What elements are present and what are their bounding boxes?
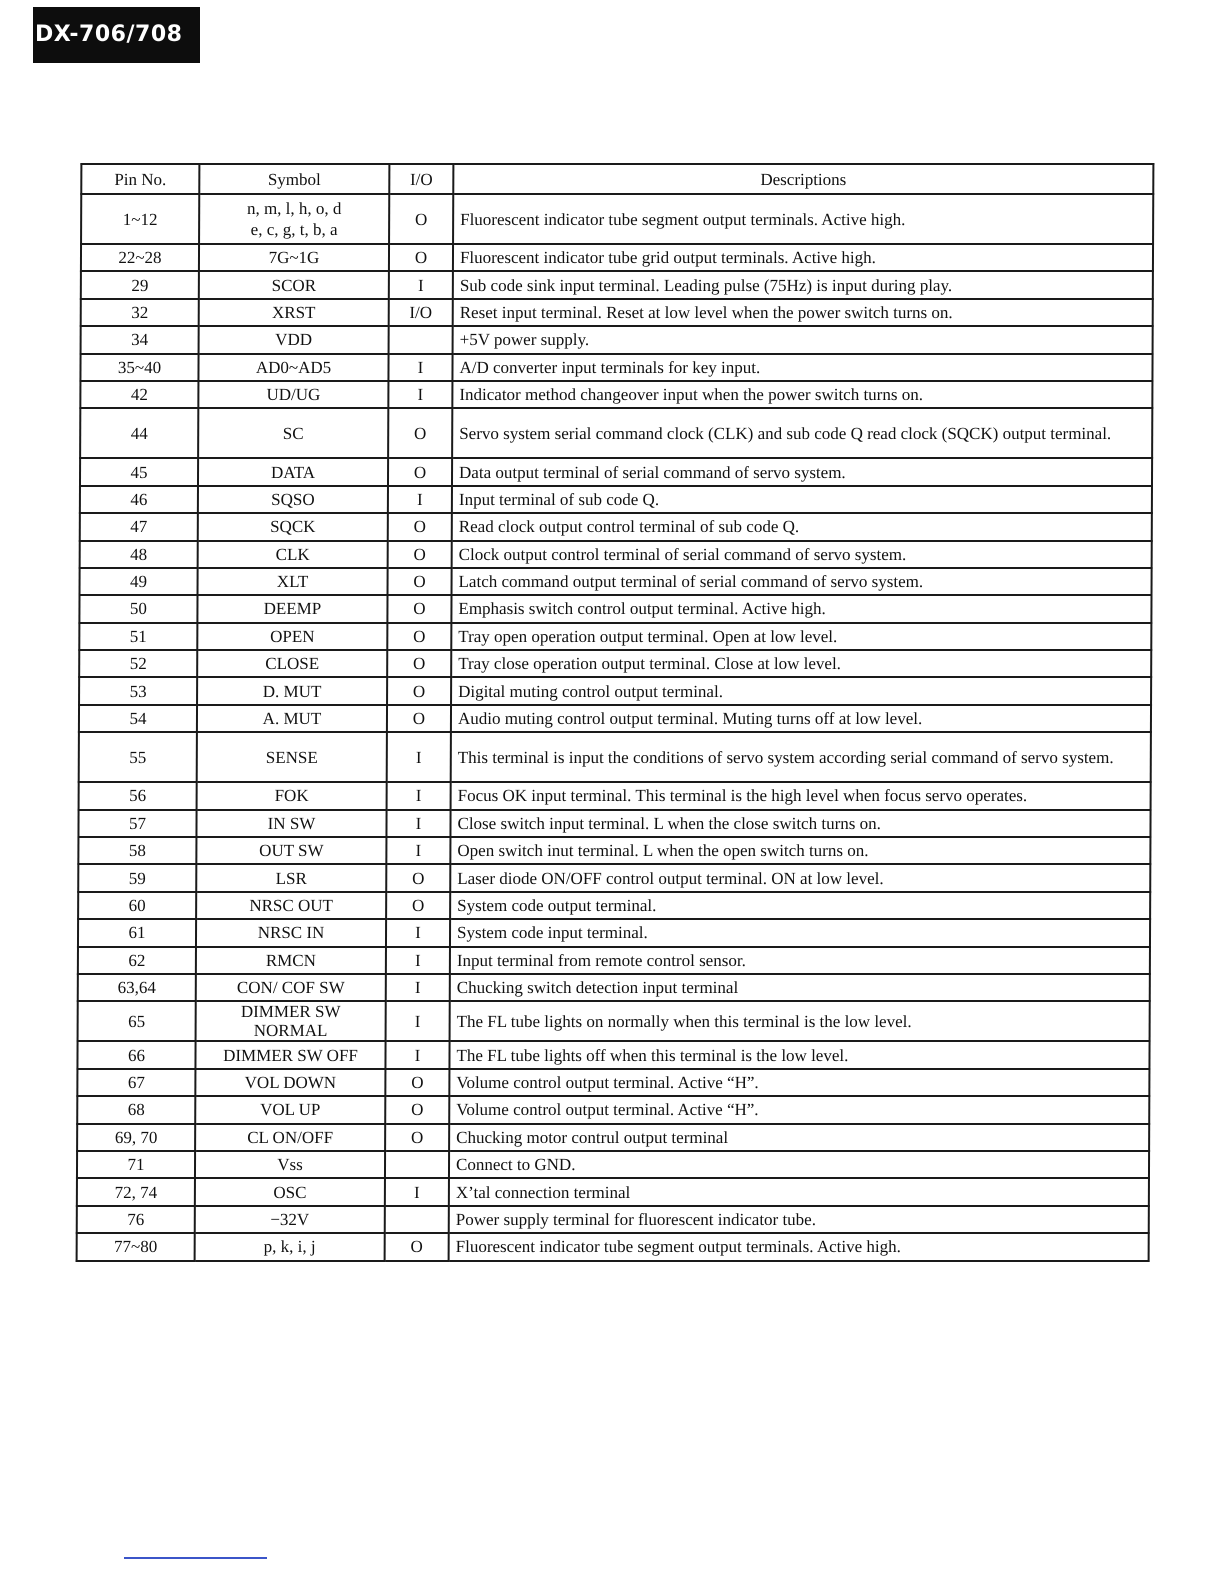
description-cell: Reset input terminal. Reset at low level when the power switch turns on. bbox=[453, 299, 1153, 326]
symbol-cell: SENSE bbox=[197, 732, 387, 782]
symbol-cell: OPEN bbox=[197, 623, 387, 650]
table-row bbox=[77, 1151, 1149, 1178]
table-row bbox=[78, 919, 1150, 946]
description-cell: Fluorescent indicator tube grid output terminals. Active high. bbox=[453, 244, 1153, 271]
symbol-line: n, m, l, h, o, d bbox=[246, 199, 342, 218]
description-cell: System code input terminal. bbox=[450, 919, 1150, 946]
pin-cell: 55 bbox=[79, 732, 197, 782]
description-cell: Close switch input terminal. L when the close switch turns on. bbox=[450, 810, 1150, 837]
table-row bbox=[79, 650, 1151, 677]
description-cell: The FL tube lights off when this terminal is the low level. bbox=[449, 1041, 1149, 1068]
io-cell: O bbox=[389, 194, 453, 244]
io-cell: O bbox=[388, 513, 452, 540]
table-row bbox=[81, 271, 1153, 298]
table-row bbox=[77, 1069, 1149, 1096]
io-cell: O bbox=[385, 1069, 449, 1096]
io-cell: I bbox=[389, 271, 453, 298]
pin-cell: 32 bbox=[81, 299, 199, 326]
io-cell: O bbox=[385, 1096, 449, 1123]
table-row bbox=[79, 732, 1151, 782]
symbol-cell: OSC bbox=[195, 1178, 385, 1205]
pin-cell: 51 bbox=[79, 623, 197, 650]
table-row bbox=[78, 947, 1150, 974]
table-row bbox=[80, 568, 1152, 595]
description-cell: Input terminal of sub code Q. bbox=[452, 486, 1152, 513]
pin-cell: 65 bbox=[78, 1001, 196, 1041]
pin-cell: 68 bbox=[77, 1096, 195, 1123]
symbol-cell: VOL UP bbox=[195, 1096, 385, 1123]
description-cell: Power supply terminal for fluorescent indicator tube. bbox=[449, 1206, 1149, 1233]
symbol-cell: FOK bbox=[197, 782, 387, 809]
symbol-cell: SC bbox=[198, 408, 388, 458]
table-row bbox=[81, 194, 1153, 244]
table-row bbox=[81, 244, 1153, 271]
pin-cell: 34 bbox=[81, 326, 199, 353]
symbol-cell: LSR bbox=[196, 864, 386, 891]
symbol-cell: DEEMP bbox=[197, 595, 387, 622]
model-title: DX-706/708 bbox=[33, 7, 200, 63]
symbol-cell: −32V bbox=[195, 1206, 385, 1233]
description-cell: Tray open operation output terminal. Open at low level. bbox=[451, 623, 1151, 650]
io-cell: O bbox=[387, 650, 451, 677]
symbol-cell: CLK bbox=[198, 541, 388, 568]
io-cell: I bbox=[386, 810, 450, 837]
io-cell: O bbox=[388, 568, 452, 595]
io-cell: I/O bbox=[389, 299, 453, 326]
symbol-cell: DIMMER SW NORMAL bbox=[196, 1001, 386, 1041]
pin-cell: 50 bbox=[79, 595, 197, 622]
table-row bbox=[80, 354, 1152, 381]
pin-cell: 54 bbox=[79, 705, 197, 732]
symbol-cell: CL ON/OFF bbox=[195, 1124, 385, 1151]
symbol-cell: RMCN bbox=[196, 947, 386, 974]
pin-cell: 56 bbox=[79, 782, 197, 809]
pin-cell: 62 bbox=[78, 947, 196, 974]
pin-cell: 72, 74 bbox=[77, 1178, 195, 1205]
table-row bbox=[79, 623, 1151, 650]
symbol-cell bbox=[199, 194, 389, 244]
symbol-cell: OUT SW bbox=[196, 837, 386, 864]
pin-cell: 57 bbox=[78, 810, 196, 837]
pin-cell: 76 bbox=[77, 1206, 195, 1233]
io-cell: O bbox=[387, 595, 451, 622]
table-row bbox=[77, 1206, 1149, 1233]
symbol-cell: NRSC OUT bbox=[196, 892, 386, 919]
io-cell: O bbox=[386, 864, 450, 891]
description-cell: Audio muting control output terminal. Muting turns off at low level. bbox=[451, 705, 1151, 732]
table-row bbox=[81, 299, 1153, 326]
description-cell: Fluorescent indicator tube segment output terminals. Active high. bbox=[453, 194, 1153, 244]
io-cell: I bbox=[385, 1041, 449, 1068]
header-descriptions: Descriptions bbox=[453, 164, 1153, 194]
io-cell: I bbox=[388, 354, 452, 381]
symbol-cell: SQSO bbox=[198, 486, 388, 513]
table-row bbox=[81, 326, 1153, 353]
pin-cell: 45 bbox=[80, 458, 198, 485]
pin-cell: 67 bbox=[77, 1069, 195, 1096]
io-cell: I bbox=[386, 1001, 450, 1041]
io-cell: I bbox=[386, 947, 450, 974]
pin-cell: 53 bbox=[79, 677, 197, 704]
header-io: I/O bbox=[389, 164, 453, 194]
table-row bbox=[78, 837, 1150, 864]
io-cell bbox=[385, 1151, 449, 1178]
pin-cell: 22~28 bbox=[81, 244, 199, 271]
pin-cell: 1~12 bbox=[81, 194, 199, 244]
description-cell: Servo system serial command clock (CLK) and sub code Q read clock (SQCK) output terminal. bbox=[452, 408, 1152, 458]
description-cell: System code output terminal. bbox=[450, 892, 1150, 919]
symbol-cell: CON/ COF SW bbox=[196, 974, 386, 1001]
description-cell: Focus OK input terminal. This terminal is the high level when focus servo operates. bbox=[451, 782, 1151, 809]
description-cell: The FL tube lights on normally when this terminal is the low level. bbox=[450, 1001, 1150, 1041]
pin-cell: 69, 70 bbox=[77, 1124, 195, 1151]
symbol-cell: DIMMER SW OFF bbox=[195, 1041, 385, 1068]
io-cell: O bbox=[385, 1233, 449, 1260]
symbol-cell: p, k, i, j bbox=[195, 1233, 385, 1260]
io-cell: I bbox=[387, 782, 451, 809]
table-row bbox=[80, 381, 1152, 408]
description-cell: This terminal is input the conditions of servo system according serial command of servo system. bbox=[451, 732, 1151, 782]
table-row bbox=[78, 1001, 1150, 1041]
pin-cell: 42 bbox=[80, 381, 198, 408]
pin-cell: 49 bbox=[80, 568, 198, 595]
io-cell: O bbox=[388, 458, 452, 485]
description-cell: Sub code sink input terminal. Leading pulse (75Hz) is input during play. bbox=[453, 271, 1153, 298]
symbol-cell: IN SW bbox=[196, 810, 386, 837]
description-cell: Latch command output terminal of serial command of servo system. bbox=[452, 568, 1152, 595]
table-row bbox=[77, 1233, 1149, 1260]
pin-cell: 63,64 bbox=[78, 974, 196, 1001]
pin-cell: 35~40 bbox=[80, 354, 198, 381]
table-row bbox=[78, 810, 1150, 837]
table-row bbox=[77, 1041, 1149, 1068]
description-cell: Tray close operation output terminal. Close at low level. bbox=[451, 650, 1151, 677]
io-cell: I bbox=[388, 381, 452, 408]
description-cell: X’tal connection terminal bbox=[449, 1178, 1149, 1205]
pin-cell: 44 bbox=[80, 408, 198, 458]
description-cell: Read clock output control terminal of sub code Q. bbox=[452, 513, 1152, 540]
table-row bbox=[78, 974, 1150, 1001]
description-cell: Indicator method changeover input when the power switch turns on. bbox=[452, 381, 1152, 408]
description-cell: Laser diode ON/OFF control output terminal. ON at low level. bbox=[450, 864, 1150, 891]
pin-cell: 29 bbox=[81, 271, 199, 298]
io-cell: I bbox=[387, 732, 451, 782]
table-row bbox=[78, 864, 1150, 891]
description-cell: Volume control output terminal. Active “H”. bbox=[449, 1096, 1149, 1123]
table-row bbox=[79, 782, 1151, 809]
table-row bbox=[80, 486, 1152, 513]
symbol-cell: A. MUT bbox=[197, 705, 387, 732]
io-cell: O bbox=[389, 244, 453, 271]
pin-cell: 77~80 bbox=[77, 1233, 195, 1260]
table-row bbox=[80, 458, 1152, 485]
pin-cell: 71 bbox=[77, 1151, 195, 1178]
symbol-cell: AD0~AD5 bbox=[198, 354, 388, 381]
pin-cell: 48 bbox=[80, 541, 198, 568]
symbol-cell: CLOSE bbox=[197, 650, 387, 677]
description-cell: +5V power supply. bbox=[453, 326, 1153, 353]
table-row bbox=[77, 1178, 1149, 1205]
description-cell: Chucking motor contrul output terminal bbox=[449, 1124, 1149, 1151]
pin-cell: 66 bbox=[77, 1041, 195, 1068]
header-pin-no: Pin No. bbox=[81, 164, 199, 194]
io-cell: I bbox=[386, 919, 450, 946]
io-cell: I bbox=[386, 974, 450, 1001]
description-cell: Clock output control terminal of serial command of servo system. bbox=[452, 541, 1152, 568]
symbol-line: e, c, g, t, b, a bbox=[250, 220, 338, 239]
table-row bbox=[79, 595, 1151, 622]
io-cell: O bbox=[385, 1124, 449, 1151]
table-row bbox=[79, 677, 1151, 704]
symbol-cell: Vss bbox=[195, 1151, 385, 1178]
table-row bbox=[80, 541, 1152, 568]
symbol-cell: D. MUT bbox=[197, 677, 387, 704]
description-cell: Data output terminal of serial command of servo system. bbox=[452, 458, 1152, 485]
table-header-row bbox=[81, 164, 1153, 194]
pin-cell: 52 bbox=[79, 650, 197, 677]
table-row bbox=[78, 892, 1150, 919]
io-cell: I bbox=[388, 486, 452, 513]
table-row bbox=[80, 408, 1152, 458]
symbol-cell: 7G~1G bbox=[199, 244, 389, 271]
description-cell: Volume control output terminal. Active “H”. bbox=[449, 1069, 1149, 1096]
description-cell: Chucking switch detection input terminal bbox=[450, 974, 1150, 1001]
io-cell: O bbox=[387, 677, 451, 704]
io-cell: O bbox=[387, 705, 451, 732]
symbol-cell: XRST bbox=[199, 299, 389, 326]
pin-cell: 47 bbox=[80, 513, 198, 540]
pin-cell: 60 bbox=[78, 892, 196, 919]
header-symbol: Symbol bbox=[199, 164, 389, 194]
io-cell: I bbox=[385, 1178, 449, 1205]
pin-cell: 59 bbox=[78, 864, 196, 891]
description-cell: Emphasis switch control output terminal. Active high. bbox=[451, 595, 1151, 622]
description-cell: Connect to GND. bbox=[449, 1151, 1149, 1178]
table-row bbox=[80, 513, 1152, 540]
io-cell: O bbox=[387, 623, 451, 650]
symbol-cell: NRSC IN bbox=[196, 919, 386, 946]
pin-cell: 58 bbox=[78, 837, 196, 864]
description-cell: A/D converter input terminals for key input. bbox=[452, 354, 1152, 381]
description-cell: Input terminal from remote control sensor. bbox=[450, 947, 1150, 974]
table-row bbox=[79, 705, 1151, 732]
io-cell bbox=[389, 326, 453, 353]
io-cell: O bbox=[388, 541, 452, 568]
symbol-cell: UD/UG bbox=[198, 381, 388, 408]
description-cell: Fluorescent indicator tube segment output terminals. Active high. bbox=[449, 1233, 1149, 1260]
footer-rule bbox=[124, 1557, 267, 1559]
symbol-cell: SQCK bbox=[198, 513, 388, 540]
symbol-cell: VDD bbox=[199, 326, 389, 353]
io-cell: O bbox=[388, 408, 452, 458]
symbol-cell: SCOR bbox=[199, 271, 389, 298]
pin-cell: 61 bbox=[78, 919, 196, 946]
symbol-cell: DATA bbox=[198, 458, 388, 485]
description-cell: Open switch inut terminal. L when the open switch turns on. bbox=[450, 837, 1150, 864]
io-cell: O bbox=[386, 892, 450, 919]
io-cell: I bbox=[386, 837, 450, 864]
table-row bbox=[77, 1096, 1149, 1123]
table-row bbox=[77, 1124, 1149, 1151]
symbol-cell: XLT bbox=[198, 568, 388, 595]
pin-description-table bbox=[76, 163, 1155, 1262]
symbol-cell: VOL DOWN bbox=[195, 1069, 385, 1096]
pin-cell: 46 bbox=[80, 486, 198, 513]
io-cell bbox=[385, 1206, 449, 1233]
description-cell: Digital muting control output terminal. bbox=[451, 677, 1151, 704]
